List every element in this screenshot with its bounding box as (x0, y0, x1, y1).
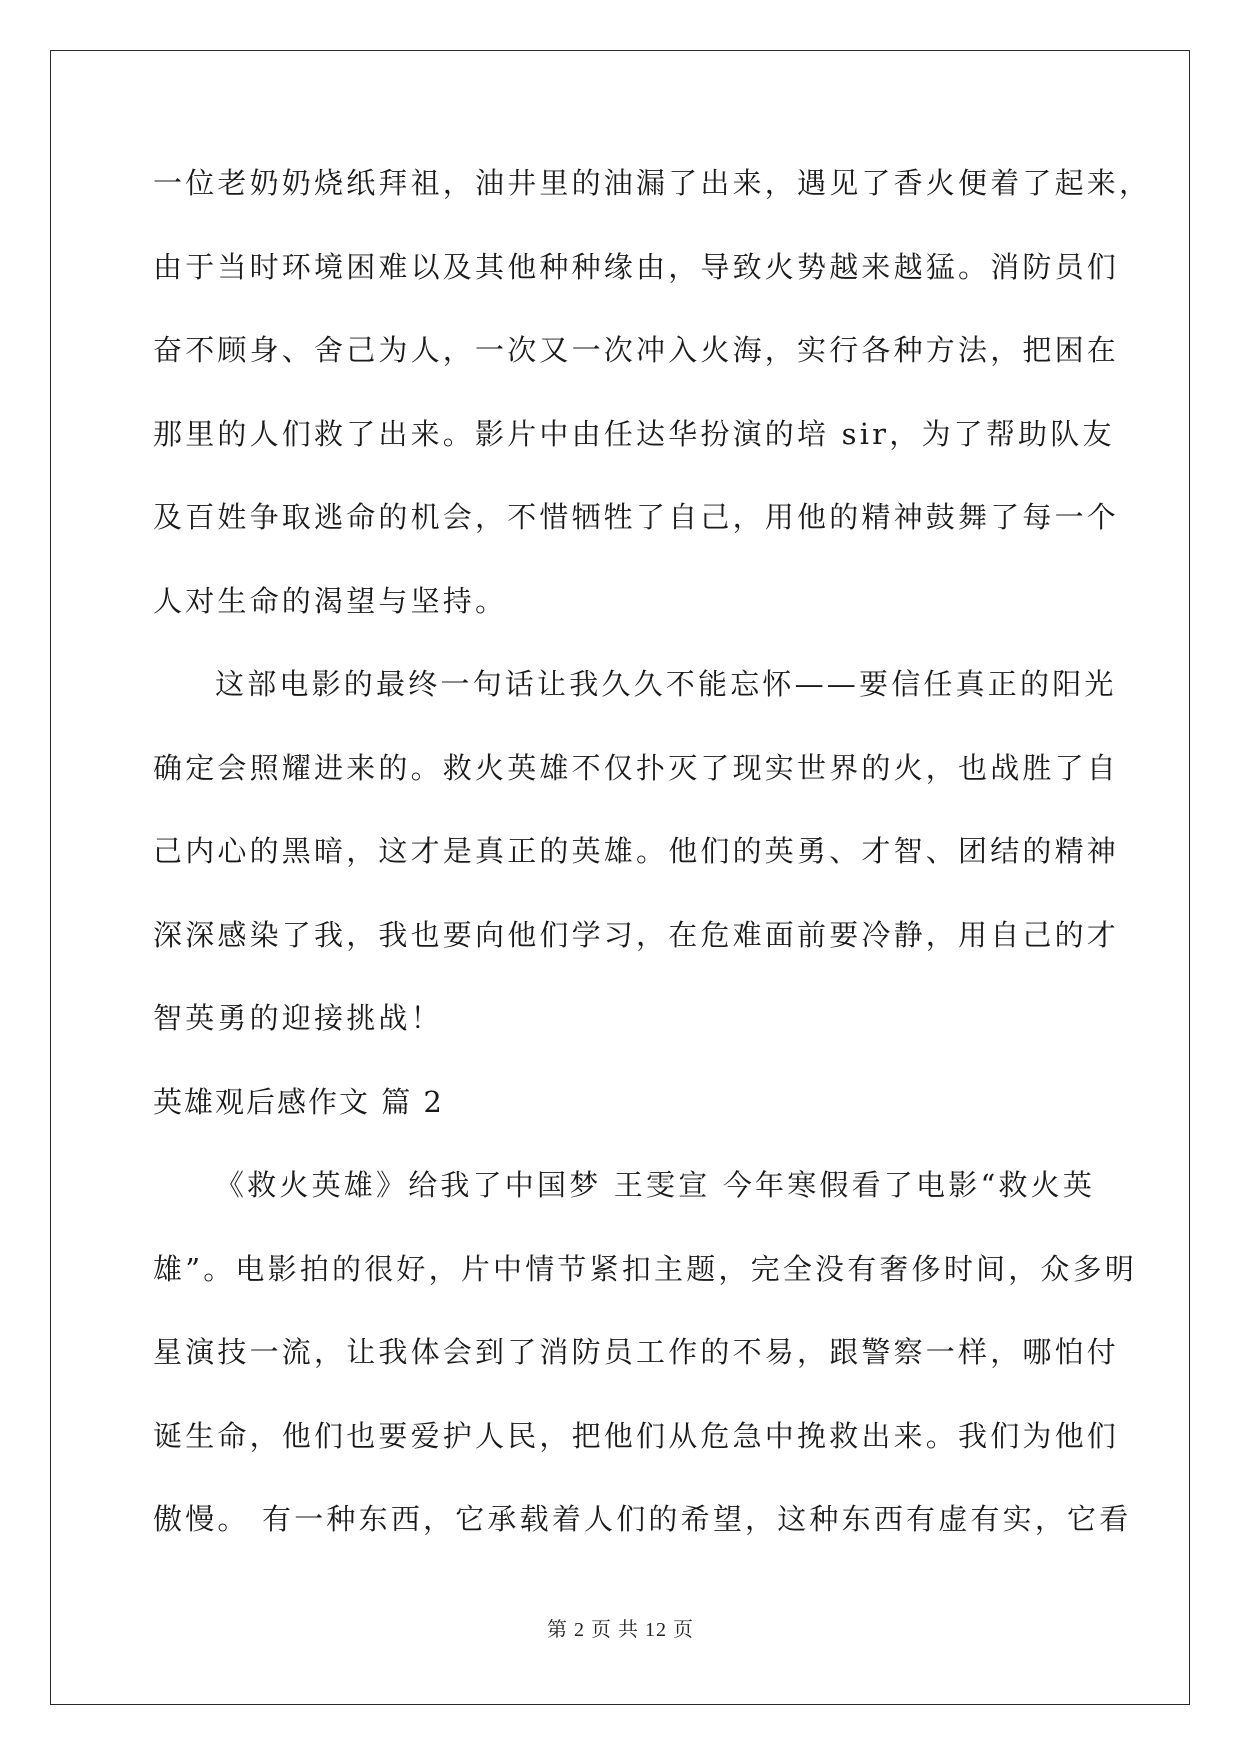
page-number-footer: 第 2 页 共 12 页 (547, 1619, 694, 1641)
body-line: 由于当时环境困难以及其他种种缘由，导致火势越来越猛。消防员们 (153, 249, 1120, 284)
document-body (153, 165, 1152, 1585)
body-line: 确定会照耀进来的。救火英雄不仅扑灭了现实世界的火，也战胜了自 (153, 750, 1120, 785)
body-line: 一位老奶奶烧纸拜祖，油井里的油漏了出来，遇见了香火便着了起来， (153, 166, 1152, 200)
body-line: 人对生命的渴望与坚持。 (153, 583, 508, 618)
body-line: 及百姓争取逃命的机会，不惜牺牲了自己，用他的精神鼓舞了每一个 (153, 500, 1120, 534)
body-line: 深深感染了我，我也要向他们学习，在危难面前要冷静，用自己的才 (153, 917, 1120, 952)
body-line: 那里的人们救了出来。影片中由任达华扮演的培 sir，为了帮助队友 (153, 416, 1115, 451)
body-line: 己内心的黑暗，这才是真正的英雄。他们的英勇、才智、团结的精神 (153, 834, 1120, 868)
paragraph-start-line: 《救火英雄》给我了中国梦 王雯宣 今年寒假看了电影“救火英 (215, 1168, 1096, 1202)
paragraph-start-line: 这部电影的最终一句话让我久久不能忘怀——要信任真正的阳光 (215, 667, 1117, 701)
body-line: 雄”。电影拍的很好，片中情节紧扣主题，完全没有奢侈时间，众多明 (153, 1251, 1138, 1286)
body-line: 傲慢。 有一种东西，它承载着人们的希望，这种东西有虚有实，它看 (153, 1502, 1132, 1536)
body-line: 星演技一流，让我体会到了消防员工作的不易，跟警察一样，哪怕付 (153, 1335, 1120, 1369)
body-line: 奋不顾身、舍己为人，一次又一次冲入火海，实行各种方法，把困在 (153, 333, 1120, 367)
section-heading: 英雄观后感作文 篇 2 (153, 1084, 444, 1119)
body-line: 智英勇的迎接挑战！ (153, 1001, 443, 1035)
body-line: 诞生命，他们也要爱护人民，把他们从危急中挽救出来。我们为他们 (153, 1418, 1120, 1453)
